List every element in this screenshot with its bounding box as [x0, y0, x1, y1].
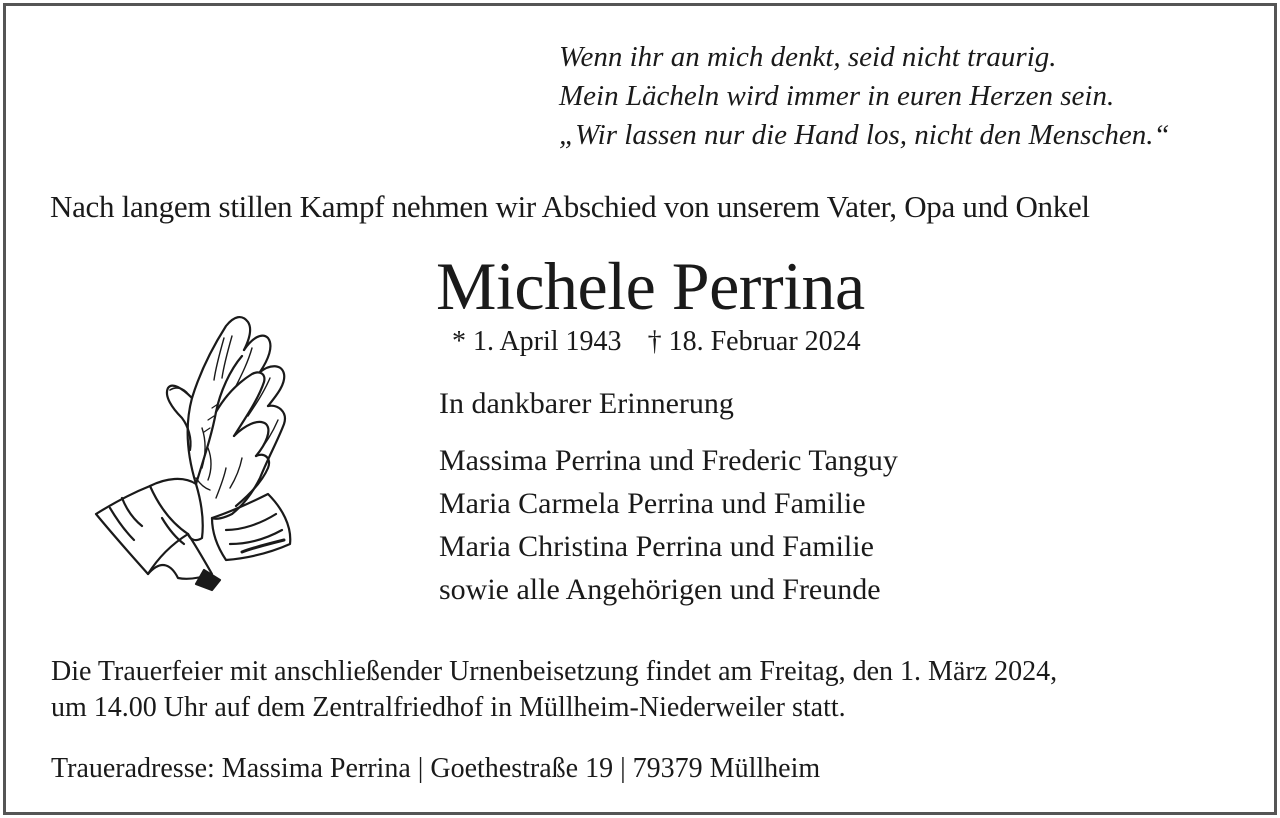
- deceased-name: Michele Perrina: [436, 248, 865, 324]
- gratitude-line: In dankbarer Erinnerung: [439, 387, 734, 420]
- funeral-line-1: Die Trauerfeier mit anschließender Urnenbeisetzung findet am Freitag, den 1. März 2024,: [51, 656, 1058, 687]
- motto-quote: [559, 38, 1170, 155]
- mourner-line: Maria Carmela Perrina und Familie: [439, 487, 866, 520]
- motto-line-2: Mein Lächeln wird immer in euren Herzen sein.: [559, 80, 1115, 112]
- motto-line-1: Wenn ihr an mich denkt, seid nicht traurig.: [559, 41, 1057, 73]
- birth-date: * 1. April 1943: [452, 326, 622, 357]
- praying-hands-icon: [92, 308, 310, 594]
- funeral-line-2: um 14.00 Uhr auf dem Zentralfriedhof in Müllheim-Niederweiler statt.: [51, 692, 846, 723]
- intro-text: Nach langem stillen Kampf nehmen wir Abschied von unserem Vater, Opa und Onkel: [50, 189, 1090, 224]
- motto-line-3: „Wir lassen nur die Hand los, nicht den Menschen.“: [559, 119, 1170, 151]
- obituary-frame: [3, 3, 1277, 815]
- mourner-line: Maria Christina Perrina und Familie: [439, 530, 874, 563]
- mourners-list: [439, 439, 898, 611]
- death-date: † 18. Februar 2024: [647, 326, 861, 357]
- funeral-notice: [51, 654, 1057, 726]
- mourner-line: sowie alle Angehörigen und Freunde: [439, 573, 881, 606]
- life-dates: [452, 324, 861, 360]
- mourner-line: Massima Perrina und Frederic Tanguy: [439, 444, 898, 477]
- mourning-address: Traueradresse: Massima Perrina | Goethestraße 19 | 79379 Müllheim: [51, 753, 821, 784]
